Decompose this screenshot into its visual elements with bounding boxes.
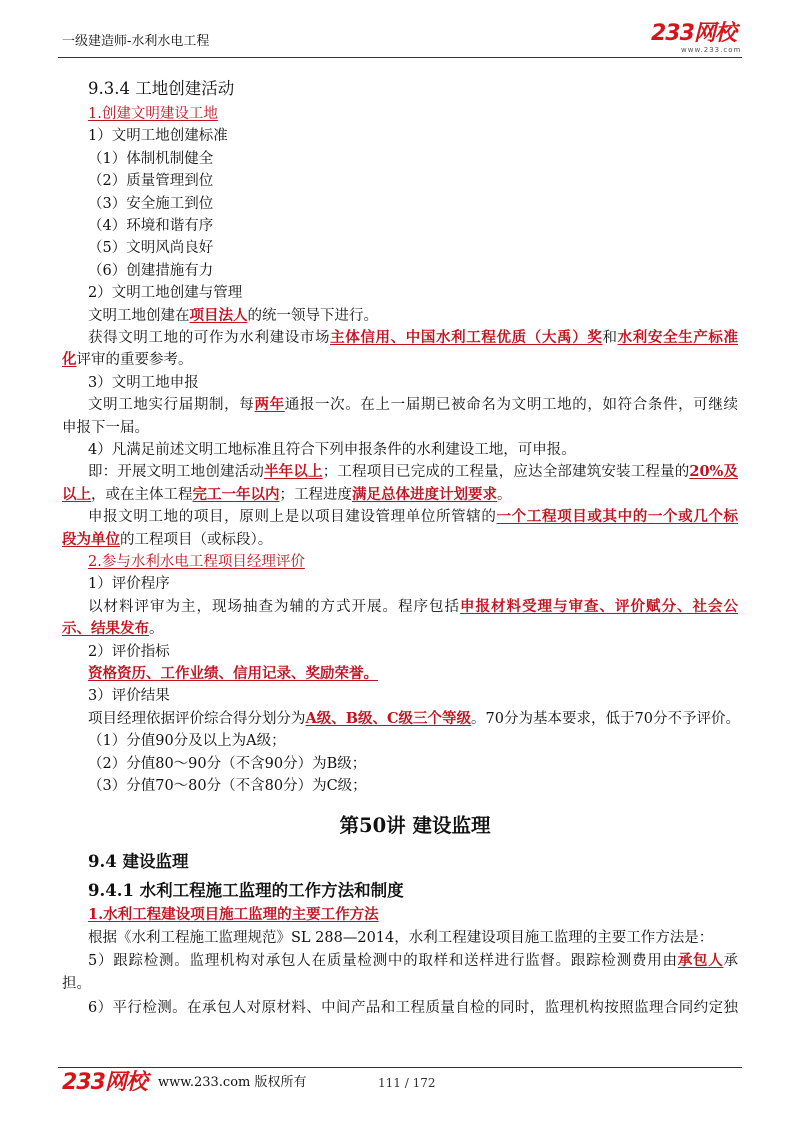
highlight-text: 项目法人 xyxy=(189,307,248,324)
item-heading: 2）文明工地创建与管理 xyxy=(88,285,243,301)
list-item: （2）分值80～90分（不含90分）为B级； xyxy=(88,756,367,772)
paragraph-line xyxy=(88,305,378,327)
highlight-text: 承包人 xyxy=(677,952,724,969)
highlight-text: 一个工程项目或其中的一个或几个标 xyxy=(496,508,738,525)
subsection-title xyxy=(88,904,379,926)
paragraph-line xyxy=(88,950,738,972)
paragraph-line xyxy=(88,461,738,483)
item-heading: 3）文明工地申报 xyxy=(88,375,199,391)
paragraph-line xyxy=(62,349,193,371)
text-segment: 。 xyxy=(497,487,512,503)
list-item: （2）质量管理到位 xyxy=(88,173,214,189)
text-segment: 的统一领导下进行。 xyxy=(247,308,378,324)
footer-logo xyxy=(62,1071,147,1095)
page-number: 111 / 172 xyxy=(378,1076,436,1090)
logo-text: 233网校 xyxy=(651,21,736,46)
paragraph-line xyxy=(62,529,272,551)
lecture-title: 第50讲 建设监理 xyxy=(339,814,491,837)
paragraph-line xyxy=(88,506,738,528)
logo-site-url: www.233.com xyxy=(681,46,742,54)
paragraph-line: 申报下一届。 xyxy=(62,420,149,436)
text-segment: 和 xyxy=(602,330,618,346)
highlight-text: 以上 xyxy=(62,486,91,503)
document-title: 一级建造师-水利水电工程 xyxy=(62,34,210,49)
paragraph-line xyxy=(62,484,512,506)
highlight-text: 资格资历、工作业绩、信用记录、奖励荣誉。 xyxy=(88,665,378,682)
highlight-text: 申报材料受理与审查、评价赋分、社会公 xyxy=(460,598,738,615)
text-segment: 即：开展文明工地创建活动 xyxy=(88,464,265,480)
highlight-text: 水利安全生产标准 xyxy=(617,329,738,346)
paragraph-line: 6）平行检测。在承包人对原材料、中间产品和工程质量自检的同时，监理机构按照监理合同约定独 xyxy=(88,1000,738,1016)
paragraph-line xyxy=(88,327,738,349)
text-segment: ；工程进度 xyxy=(279,487,352,503)
footer-rule xyxy=(58,1067,742,1068)
text-segment: 的工程项目（或标段）。 xyxy=(120,532,273,548)
text-segment: 项目经理依据评价综合得分划分为 xyxy=(88,711,306,727)
paragraph-line xyxy=(62,618,164,640)
highlight-text: A级、B级、C级三个等级 xyxy=(305,710,472,727)
paragraph-line xyxy=(88,708,740,730)
item-heading: 3）评价结果 xyxy=(88,688,170,704)
paragraph-line xyxy=(88,596,738,618)
paragraph-line xyxy=(88,663,378,685)
text-segment: 5）跟踪检测。监理机构对承包人在质量检测中的取样和送样进行监督。跟踪检测费用由 xyxy=(88,953,678,969)
list-item: （3）分值70～80分（不含80分）为C级； xyxy=(88,778,367,794)
text-segment: ；工程项目已完成的工程量，应达全部建筑安装工程量的 xyxy=(322,464,690,480)
highlight-text: 示、结果发布 xyxy=(62,620,149,637)
text-segment: 文明工地实行届期制，每 xyxy=(88,397,255,413)
text-segment: 。 xyxy=(149,621,164,637)
highlight-text: 满足总体进度计划要求 xyxy=(352,486,497,503)
text-segment: 获得文明工地的可作为水利建设市场 xyxy=(88,330,331,346)
list-item: （6）创建措施有力 xyxy=(88,263,214,279)
text-segment: ，或在主体工程 xyxy=(91,487,193,503)
subsection-heading: 9.4.1 水利工程施工监理的工作方法和制度 xyxy=(88,881,404,900)
highlight-text: 化 xyxy=(62,351,77,368)
highlight-text: 20%及 xyxy=(689,463,738,480)
subsection-title: 2.参与水利水电工程项目经理评价 xyxy=(88,554,305,570)
highlight-text: 两年 xyxy=(254,396,285,413)
brand-logo xyxy=(651,22,741,54)
paragraph-line: 4）凡满足前述文明工地标准且符合下列申报条件的水利建设工地，可申报。 xyxy=(88,442,576,458)
list-item: （4）环境和谐有序 xyxy=(88,218,214,234)
text-segment: 评审的重要参考。 xyxy=(76,352,193,368)
footer-logo-text: 233网校 xyxy=(62,1070,147,1095)
highlight-text: 段为单位 xyxy=(62,531,120,548)
section-heading: 9.3.4 工地创建活动 xyxy=(88,79,235,98)
text-segment: 承 xyxy=(723,953,738,969)
text-segment: 申报文明工地的项目，原则上是以项目建设管理单位所管辖的 xyxy=(88,509,497,525)
item-heading: 1）文明工地创建标准 xyxy=(88,128,228,144)
item-heading: 1）评价程序 xyxy=(88,576,170,592)
highlight-text: 1.水利工程建设项目施工监理的主要工作方法 xyxy=(88,906,379,923)
text-segment: 。70分为基本要求，低于70分不予评价。 xyxy=(471,711,740,727)
highlight-text: 完工一年以内 xyxy=(192,486,280,503)
paragraph-line xyxy=(88,394,738,416)
copyright-text: www.233.com 版权所有 xyxy=(158,1075,307,1090)
list-item: （1）体制机制健全 xyxy=(88,151,214,167)
subsection-title: 1.创建文明建设工地 xyxy=(88,106,218,122)
paragraph-line: 担。 xyxy=(62,976,91,992)
header-rule xyxy=(58,57,742,58)
text-segment: 以材料评审为主，现场抽查为辅的方式开展。程序包括 xyxy=(88,599,460,615)
paragraph-line: 根据《水利工程施工监理规范》SL 288—2014，水利工程建设项目施工监理的主要工作方法是： xyxy=(88,930,714,946)
text-segment: 文明工地创建在 xyxy=(88,308,190,324)
highlight-text: 半年以上 xyxy=(264,463,323,480)
highlight-text: 主体信用、中国水利工程优质（大禹）奖 xyxy=(330,329,603,346)
list-item: （3）安全施工到位 xyxy=(88,196,214,212)
section-heading: 9.4 建设监理 xyxy=(88,852,189,871)
list-item: （5）文明风尚良好 xyxy=(88,240,214,256)
text-segment: 通报一次。在上一届期已被命名为文明工地的，如符合条件，可继续 xyxy=(284,397,738,413)
item-heading: 2）评价指标 xyxy=(88,644,170,660)
list-item: （1）分值90分及以上为A级； xyxy=(88,733,286,749)
